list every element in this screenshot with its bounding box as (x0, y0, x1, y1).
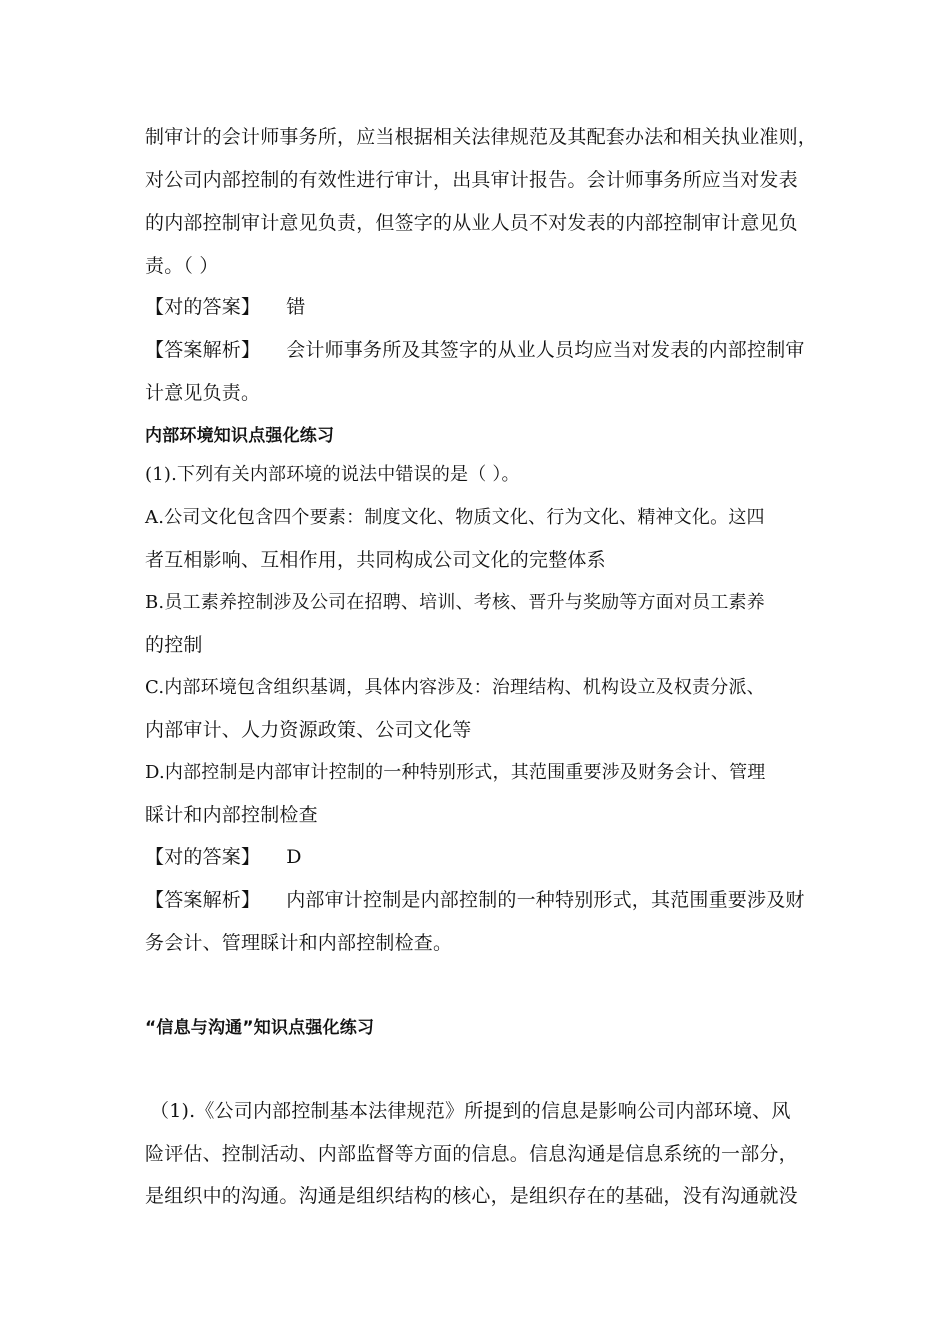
body-text-line: 的内部控制审计意见负责，但签字的从业人员不对发表的内部控制审计意见负 (145, 212, 798, 234)
option-d: D.内部控制是内部审计控制的一种特别形式，其范围重要涉及财务会计、管理 (145, 762, 766, 783)
analysis-row (145, 885, 825, 915)
body-text-line: （1).《公司内部控制基本法律规范》所提到的信息是影响公司内部环境、风 (150, 1100, 791, 1122)
option-b-continued: 的控制 (145, 634, 203, 656)
answer-row (145, 842, 825, 872)
question-text: (1).下列有关内部环境的说法中错误的是（ ）。 (145, 464, 520, 485)
body-text-line: 险评估、控制活动、内部监督等方面的信息。信息沟通是信息系统的一部分， (145, 1143, 798, 1165)
analysis-label: 【答案解析】 (145, 339, 261, 361)
option-b: B.员工素养控制涉及公司在招聘、培训、考核、晋升与奖励等方面对员工素养 (145, 592, 765, 613)
body-text-line: 制审计的会计师事务所，应当根据相关法律规范及其配套办法和相关执业准则， (145, 126, 818, 148)
answer-label: 【对的答案】 (145, 296, 261, 318)
analysis-text: 会计师事务所及其签字的从业人员均应当对发表的内部控制审 (286, 339, 805, 361)
section-heading: 内部环境知识点强化练习 (145, 426, 335, 446)
answer-value: 错 (286, 296, 306, 318)
body-text-line: 对公司内部控制的有效性进行审计，出具审计报告。会计师事务所应当对发表 (145, 169, 798, 191)
analysis-row (145, 335, 825, 365)
analysis-text-continued: 计意见负责。 (145, 382, 261, 404)
option-c-continued: 内部审计、人力资源政策、公司文化等 (145, 719, 472, 741)
section-heading: “信息与沟通”知识点强化练习 (145, 1018, 375, 1038)
body-text-line: 是组织中的沟通。沟通是组织结构的核心，是组织存在的基础，没有沟通就没 (145, 1185, 798, 1207)
option-a: A.公司文化包含四个要素：制度文化、物质文化、行为文化、精神文化。这四 (145, 507, 765, 528)
analysis-text-continued: 务会计、管理睬计和内部控制检查。 (145, 932, 453, 954)
option-c: C.内部环境包含组织基调，具体内容涉及：治理结构、机构设立及权责分派、 (145, 677, 765, 698)
option-d-continued: 睬计和内部控制检查 (145, 804, 318, 826)
analysis-text: 内部审计控制是内部控制的一种特别形式，其范围重要涉及财 (286, 889, 805, 911)
body-text-line: 责。（ ） (145, 255, 219, 277)
answer-value: D (286, 846, 302, 868)
answer-row (145, 292, 825, 322)
option-a-continued: 者互相影响、互相作用，共同构成公司文化的完整体系 (145, 549, 606, 571)
analysis-label: 【答案解析】 (145, 889, 261, 911)
answer-label: 【对的答案】 (145, 846, 261, 868)
